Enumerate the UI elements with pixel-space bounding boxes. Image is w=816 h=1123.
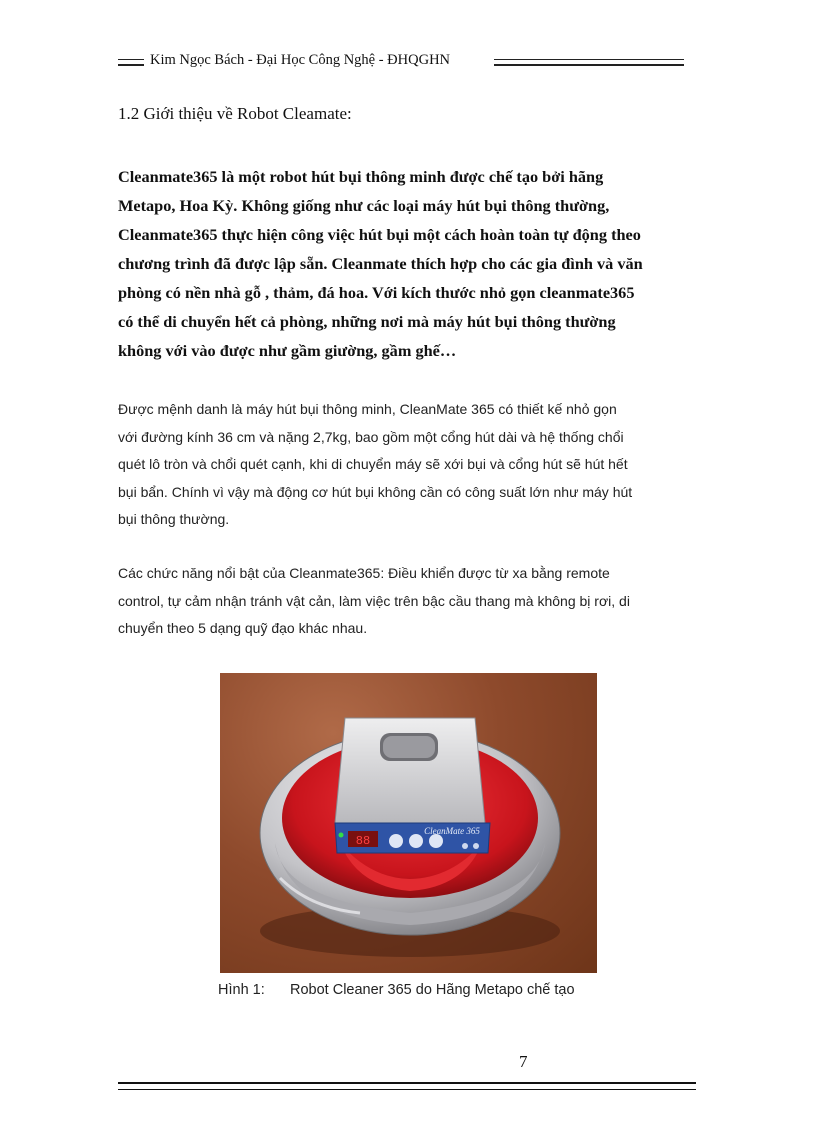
intro-line: không với vào được như gầm giường, gầm ghế… <box>118 341 457 360</box>
panel-brand-text: CleanMate 365 <box>424 826 480 836</box>
robot-photo <box>220 673 597 973</box>
description-line: bụi thông thường. <box>118 511 230 527</box>
section-title: 1.2 Giới thiệu về Robot Cleamate: <box>118 104 352 123</box>
robot-vacuum-illustration <box>220 673 597 973</box>
page-number: 7 <box>519 1052 528 1071</box>
intro-line: chương trình đã được lập sẵn. Cleanmate thích hợp cho các gia đình và văn <box>118 254 643 273</box>
panel-display-text: 88 <box>355 834 371 848</box>
description-line: với đường kính 36 cm và nặng 2,7kg, bao gồm một cổng hút dài và hệ thống chổi <box>118 428 624 445</box>
header-rule-right <box>494 59 684 66</box>
features-line: control, tự cảm nhận tránh vật cản, làm việc trên bậc cầu thang mà không bị rơi, di <box>118 592 630 609</box>
intro-line: Metapo, Hoa Kỳ. Không giống như các loại máy hút bụi thông thường, <box>118 196 610 215</box>
description-paragraph <box>118 396 698 534</box>
description-line: bụi bẩn. Chính vì vậy mà động cơ hút bụi không cần có công suất lớn như máy hút <box>118 483 633 500</box>
intro-paragraph <box>118 162 678 365</box>
page-header <box>118 54 684 74</box>
header-text: Kim Ngọc Bách - Đại Học Công Nghệ - ĐHQGHN <box>150 52 451 68</box>
features-line: chuyển theo 5 dạng quỹ đạo khác nhau. <box>118 620 368 636</box>
figure-caption <box>218 982 575 998</box>
intro-line: có thể di chuyển hết cả phòng, những nơi mà máy hút bụi thông thường <box>118 312 616 331</box>
features-line: Các chức năng nổi bật của Cleanmate365: Điều khiển được từ xa bằng remote <box>118 565 610 581</box>
intro-line: Cleanmate365 là một robot hút bụi thông minh được chế tạo bởi hãng <box>118 167 604 186</box>
intro-line: phòng có nền nhà gỗ , thảm, đá hoa. Với kích thước nhỏ gọn cleanmate365 <box>118 283 635 302</box>
features-paragraph <box>118 560 698 643</box>
figure-number: Hình 1: <box>218 982 265 998</box>
footer-rule <box>118 1082 696 1090</box>
header-rule-left <box>118 59 144 66</box>
intro-line: Cleanmate365 thực hiện công việc hút bụi một cách hoàn toàn tự động theo <box>118 225 641 244</box>
figure-caption-text: Robot Cleaner 365 do Hãng Metapo chế tạo <box>290 982 575 998</box>
description-line: quét lô tròn và chổi quét cạnh, khi di chuyển máy sẽ xới bụi và cổng hút sẽ hút hết <box>118 456 628 472</box>
description-line: Được mệnh danh là máy hút bụi thông minh, CleanMate 365 có thiết kế nhỏ gọn <box>118 401 617 417</box>
